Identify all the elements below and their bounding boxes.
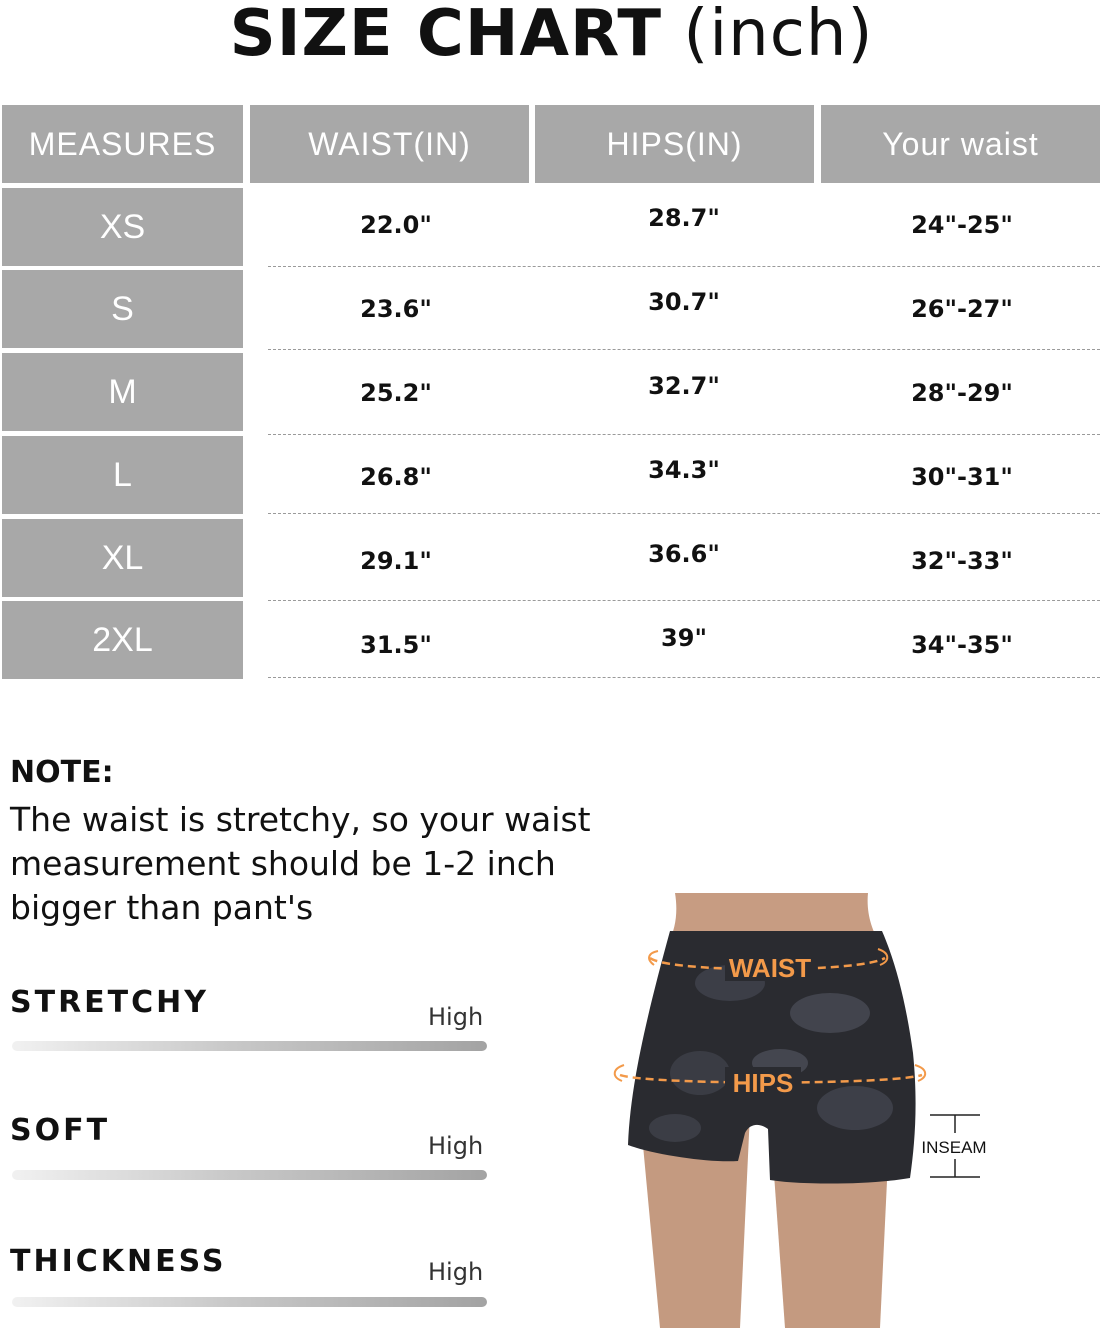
size-label-l: L — [2, 436, 243, 514]
attribute-level-label: High — [428, 1003, 484, 1031]
attribute-level-bar — [12, 1297, 487, 1307]
hips-label: HIPS — [732, 1068, 794, 1098]
size-label-2xl: 2XL — [2, 601, 243, 679]
note-heading: NOTE: — [10, 755, 114, 790]
cell-your-waist: 28"-29" — [911, 379, 1013, 407]
row-divider — [268, 600, 1100, 601]
row-divider — [268, 677, 1100, 678]
size-label-xl: XL — [2, 519, 243, 597]
cell-waist: 23.6" — [360, 295, 432, 323]
cell-your-waist: 34"-35" — [911, 631, 1013, 659]
header-waist: WAIST(IN) — [250, 105, 529, 183]
attribute-level-label: High — [428, 1132, 484, 1160]
camo-patch — [790, 993, 870, 1033]
note-text: The waist is stretchy, so your waist measurement should be 1-2 inch bigger than pant's — [10, 800, 591, 927]
hips-arrow-right — [915, 1065, 925, 1081]
cell-hips: 36.6" — [648, 540, 720, 568]
cell-hips: 34.3" — [648, 456, 720, 484]
cell-waist: 29.1" — [360, 547, 432, 575]
camo-patch — [649, 1114, 701, 1142]
hips-arrow-left — [615, 1065, 624, 1081]
page-title — [0, 0, 1103, 70]
row-divider — [268, 513, 1100, 514]
attribute-level-bar — [12, 1041, 487, 1051]
cell-your-waist: 30"-31" — [911, 463, 1013, 491]
title-main: SIZE CHART — [229, 0, 663, 71]
waist-label: WAIST — [728, 953, 812, 983]
cell-waist: 25.2" — [360, 379, 432, 407]
attribute-name-stretchy: STRETCHY — [10, 985, 209, 1020]
header-hips: HIPS(IN) — [535, 105, 814, 183]
attribute-name-soft: SOFT — [10, 1113, 111, 1148]
row-divider — [268, 349, 1100, 350]
cell-your-waist: 32"-33" — [911, 547, 1013, 575]
camo-patch — [670, 1051, 730, 1095]
cell-waist: 26.8" — [360, 463, 432, 491]
cell-hips: 32.7" — [648, 372, 720, 400]
inseam-label: INSEAM — [921, 1138, 987, 1157]
cell-your-waist: 26"-27" — [911, 295, 1013, 323]
cell-waist: 22.0" — [360, 211, 432, 239]
header-your-waist: Your waist — [821, 105, 1100, 183]
row-divider — [268, 434, 1100, 435]
size-label-s: S — [2, 270, 243, 348]
camo-patch — [817, 1086, 893, 1130]
attribute-level-label: High — [428, 1258, 484, 1286]
attribute-level-bar — [12, 1170, 487, 1180]
size-label-xs: XS — [2, 188, 243, 266]
title-unit: (inch) — [683, 0, 874, 71]
attribute-name-thickness: THICKNESS — [10, 1244, 227, 1279]
header-measures: MEASURES — [2, 105, 243, 183]
cell-your-waist: 24"-25" — [911, 211, 1013, 239]
cell-hips: 39" — [661, 624, 707, 652]
cell-hips: 30.7" — [648, 288, 720, 316]
cell-hips: 28.7" — [648, 204, 720, 232]
shorts-figure — [610, 893, 1010, 1328]
size-label-m: M — [2, 353, 243, 431]
row-divider — [268, 266, 1100, 267]
shorts-illustration — [610, 893, 1010, 1328]
cell-waist: 31.5" — [360, 631, 432, 659]
